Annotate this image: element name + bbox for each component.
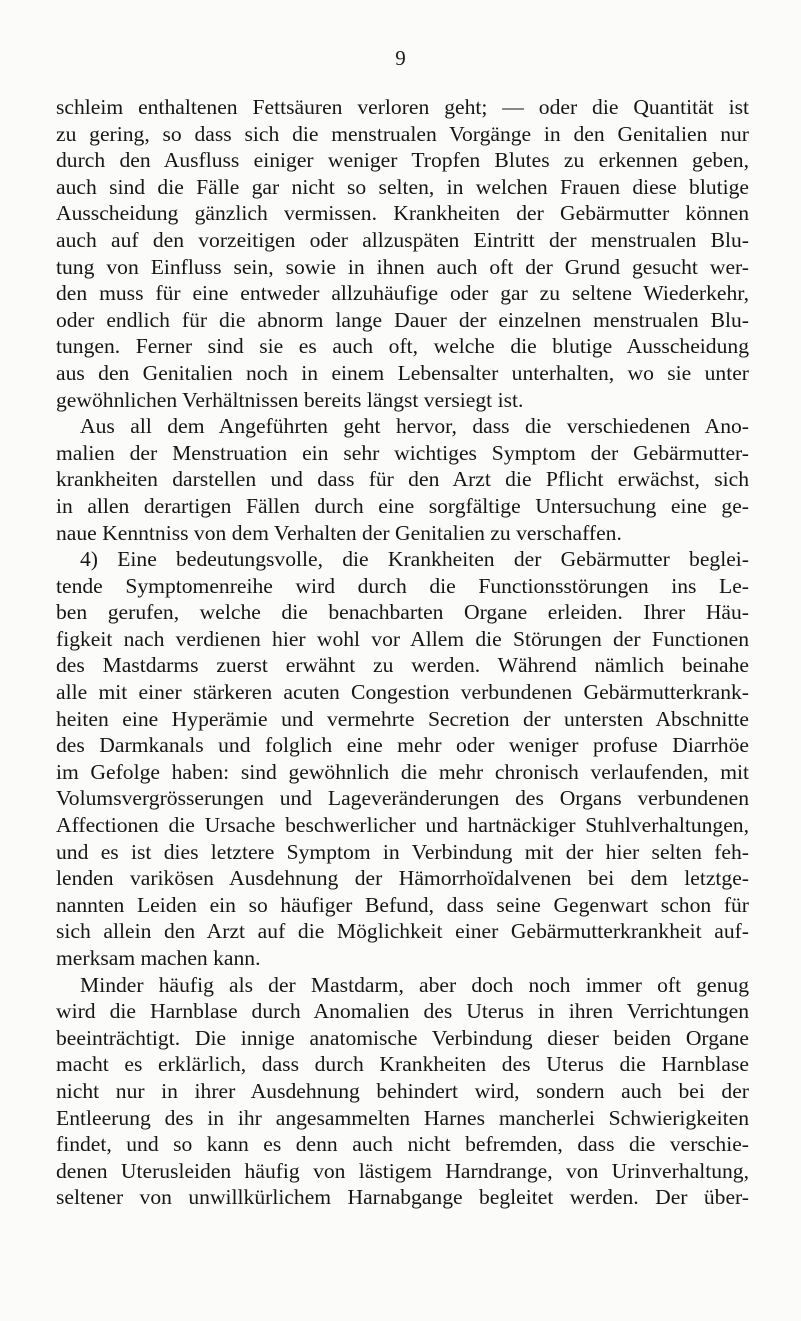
text-line: macht es erklärlich, dass durch Krankheiten des Uterus die Harnblase	[56, 1052, 749, 1077]
text-line: tende Symptomenreihe wird durch die Functionsstörungen ins Le-	[56, 573, 749, 598]
text-line: auch sind die Fälle gar nicht so selten, in welchen Frauen diese blutige	[56, 174, 749, 199]
text-line: des Mastdarms zuerst erwähnt zu werden. Während nämlich beinahe	[56, 653, 749, 678]
text-line: nicht nur in ihrer Ausdehnung behindert wird, sondern auch bei der	[56, 1078, 749, 1103]
text-line: im Gefolge haben: sind gewöhnlich die mehr chronisch verlaufenden, mit	[56, 759, 749, 784]
text-line: tung von Einfluss sein, sowie in ihnen auch oft der Grund gesucht wer-	[56, 254, 749, 279]
text-line: auch auf den vorzeitigen oder allzuspäten Eintritt der menstrualen Blu-	[56, 227, 749, 252]
page-number: 9	[395, 46, 406, 70]
text-line: heiten eine Hyperämie und vermehrte Secretion der untersten Abschnitte	[56, 706, 749, 731]
text-line: seltener von unwillkürlichem Harnabgange begleitet werden. Der über-	[56, 1185, 749, 1210]
text-line: aus den Genitalien noch in einem Lebensalter unterhalten, wo sie unter	[56, 360, 749, 385]
text-line: ben gerufen, welche die benachbarten Organe erleiden. Ihrer Häu-	[56, 600, 749, 625]
text-line: gewöhnlichen Verhältnissen bereits längst versiegt ist.	[56, 387, 524, 412]
text-line: alle mit einer stärkeren acuten Congestion verbundenen Gebärmutterkrank-	[56, 680, 749, 705]
text-line: lenden varikösen Ausdehnung der Hämorrhoïdalvenen bei dem letztge-	[56, 866, 749, 891]
text-line: krankheiten darstellen und dass für den Arzt die Pflicht erwächst, sich	[56, 467, 749, 492]
body-text	[56, 94, 749, 1211]
text-line: nannten Leiden ein so häufiger Befund, dass seine Gegenwart schon für	[56, 892, 749, 917]
text-line: Ausscheidung gänzlich vermissen. Krankheiten der Gebärmutter können	[56, 201, 749, 226]
text-line: figkeit nach verdienen hier wohl vor Allem die Störungen der Functionen	[56, 626, 749, 651]
text-line: schleim enthaltenen Fettsäuren verloren geht; — oder die Quantität ist	[56, 95, 749, 119]
text-line: tungen. Ferner sind sie es auch oft, welche die blutige Ausscheidung	[56, 334, 749, 359]
text-line: findet, und so kann es denn auch nicht befremden, dass die verschie-	[56, 1132, 749, 1157]
text-line: 4) Eine bedeutungsvolle, die Krankheiten der Gebärmutter beglei-	[80, 547, 749, 572]
text-line: Entleerung des in ihr angesammelten Harnes mancherlei Schwierigkeiten	[56, 1105, 749, 1130]
text-line: Aus all dem Angeführten geht hervor, dass die verschiedenen Ano-	[80, 414, 749, 439]
text-line: naue Kenntniss von dem Verhalten der Genitalien zu verschaffen.	[56, 520, 622, 545]
text-line: Volumsvergrösserungen und Lageveränderungen des Organs verbundenen	[56, 786, 749, 811]
text-line: denen Uterusleiden häufig von lästigem Harndrange, von Urinverhaltung,	[56, 1158, 749, 1183]
text-line: Affectionen die Ursache beschwerlicher und hartnäckiger Stuhlverhaltungen,	[56, 813, 749, 838]
text-line: oder endlich für die abnorm lange Dauer der einzelnen menstrualen Blu-	[56, 307, 749, 332]
text-line: wird die Harnblase durch Anomalien des Uterus in ihren Verrichtungen	[56, 999, 749, 1024]
text-line: merksam machen kann.	[56, 946, 261, 970]
text-line: den muss für eine entweder allzuhäufige oder gar zu seltene Wiederkehr,	[56, 281, 749, 306]
text-line: des Darmkanals und folglich eine mehr oder weniger profuse Diarrhöe	[56, 733, 749, 758]
text-line: und es ist dies letztere Symptom in Verbindung mit der hier selten feh-	[56, 839, 749, 864]
text-line: beeinträchtigt. Die innige anatomische Verbindung dieser beiden Organe	[56, 1025, 749, 1050]
text-line: durch den Ausfluss einiger weniger Tropfen Blutes zu erkennen geben,	[56, 148, 749, 173]
text-line: malien der Menstruation ein sehr wichtiges Symptom der Gebärmutter-	[56, 440, 749, 465]
text-line: Minder häufig als der Mastdarm, aber doch noch immer oft genug	[80, 972, 749, 997]
text-line: zu gering, so dass sich die menstrualen Vorgänge in den Genitalien nur	[56, 121, 749, 146]
text-line: sich allein den Arzt auf die Möglichkeit einer Gebärmutterkrankheit auf-	[56, 919, 749, 944]
text-line: in allen derartigen Fällen durch eine sorgfältige Untersuchung eine ge-	[56, 493, 749, 518]
